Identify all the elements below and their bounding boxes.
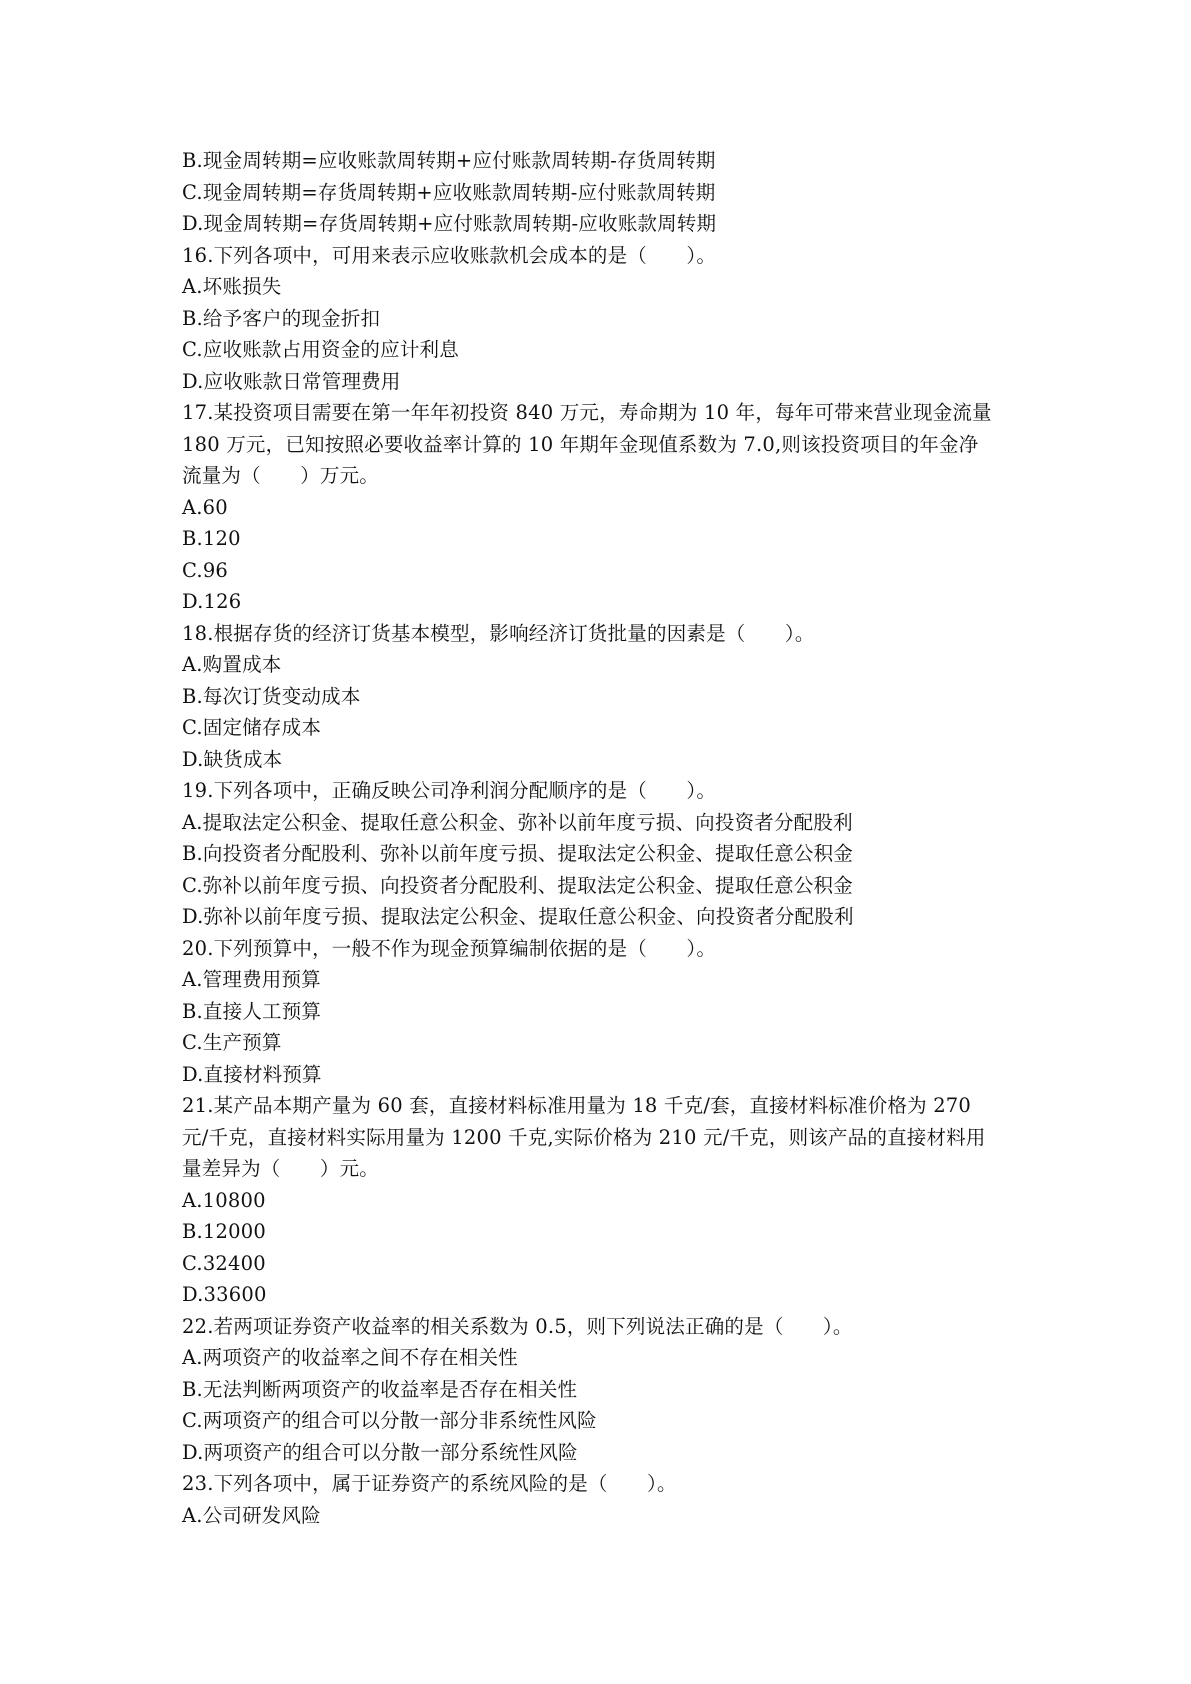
question-stem-line-1: 21.某产品本期产量为 60 套，直接材料标准用量为 18 千克/套，直接材料标准价格为 270: [182, 1094, 972, 1117]
option-c: C.弥补以前年度亏损、向投资者分配股利、提取法定公积金、提取任意公积金: [182, 873, 853, 897]
question-stem: 19.下列各项中，正确反映公司净利润分配顺序的是（ ）。: [182, 779, 717, 802]
question-19: [182, 775, 1022, 933]
question-stem: 16.下列各项中，可用来表示应收账款机会成本的是（ ）。: [182, 243, 717, 267]
option-a: A.购置成本: [182, 653, 282, 676]
option-b: B.无法判断两项资产的收益率是否存在相关性: [182, 1377, 578, 1401]
option-d: D.两项资产的组合可以分散一部分系统性风险: [182, 1440, 578, 1464]
option-b: B.直接人工预算: [182, 999, 322, 1023]
question-stem: 18.根据存货的经济订货基本模型，影响经济订货批量的因素是（ ）。: [182, 621, 815, 645]
question-17: [182, 397, 1022, 618]
option-d: D.33600: [182, 1283, 267, 1306]
option-d: D.应收账款日常管理费用: [182, 369, 401, 393]
option-c: C.现金周转期=存货周转期+应收账款周转期-应付账款周转期: [182, 180, 716, 204]
question-stem: 22.若两项证券资产收益率的相关系数为 0.5，则下列说法正确的是（ ）。: [182, 1314, 853, 1338]
question-stem: 20.下列预算中，一般不作为现金预算编制依据的是（ ）。: [182, 936, 717, 960]
option-b: B.12000: [182, 1220, 266, 1243]
option-a: A.管理费用预算: [182, 968, 321, 991]
option-d: D.缺货成本: [182, 747, 283, 771]
option-a: A.坏账损失: [182, 275, 282, 298]
option-c: C.固定储存成本: [182, 716, 322, 739]
question-stem-line-3: 流量为（ ）万元。: [182, 464, 380, 487]
option-d: D.126: [182, 590, 242, 613]
question-23: [182, 1468, 1022, 1531]
option-a: A.公司研发风险: [182, 1503, 321, 1527]
option-d: D.弥补以前年度亏损、提取法定公积金、提取任意公积金、向投资者分配股利: [182, 905, 854, 928]
option-a: A.提取法定公积金、提取任意公积金、弥补以前年度亏损、向投资者分配股利: [182, 810, 853, 834]
option-b: B.向投资者分配股利、弥补以前年度亏损、提取法定公积金、提取任意公积金: [182, 842, 854, 865]
option-c: C.应收账款占用资金的应计利息: [182, 338, 459, 361]
question-stem-line-1: 17.某投资项目需要在第一年年初投资 840 万元，寿命期为 10 年，每年可带来营业现金流量: [182, 401, 992, 424]
question-stem-line-2: 元/千克，直接材料实际用量为 1200 千克,实际价格为 210 元/千克，则该产品的直接材料用: [182, 1125, 986, 1149]
option-b: B.给予客户的现金折扣: [182, 306, 381, 330]
option-b: B.现金周转期=应收账款周转期+应付账款周转期-存货周转期: [182, 149, 716, 172]
exam-page-content: [182, 145, 1022, 1531]
question-stem-line-2: 180 万元，已知按照必要收益率计算的 10 年期年金现值系数为 7.0,则该投资项目的年金净: [182, 432, 979, 456]
option-c: C.32400: [182, 1251, 266, 1275]
option-a: A.60: [182, 495, 228, 519]
option-c: C.两项资产的组合可以分散一部分非系统性风险: [182, 1409, 597, 1432]
option-a: A.两项资产的收益率之间不存在相关性: [182, 1346, 518, 1369]
option-b: B.120: [182, 527, 241, 550]
question-15-continued: [182, 145, 1022, 240]
question-20: [182, 933, 1022, 1091]
question-21: [182, 1090, 1022, 1311]
question-stem: 23.下列各项中，属于证券资产的系统风险的是（ ）。: [182, 1472, 677, 1495]
question-22: [182, 1311, 1022, 1469]
option-d: D.现金周转期=存货周转期+应付账款周转期-应收账款周转期: [182, 212, 717, 235]
question-18: [182, 618, 1022, 776]
option-a: A.10800: [182, 1188, 266, 1212]
option-b: B.每次订货变动成本: [182, 684, 361, 708]
option-c: C.96: [182, 558, 229, 582]
question-stem-line-3: 量差异为（ ）元。: [182, 1157, 380, 1180]
option-c: C.生产预算: [182, 1031, 282, 1054]
question-16: [182, 240, 1022, 398]
option-d: D.直接材料预算: [182, 1062, 322, 1086]
